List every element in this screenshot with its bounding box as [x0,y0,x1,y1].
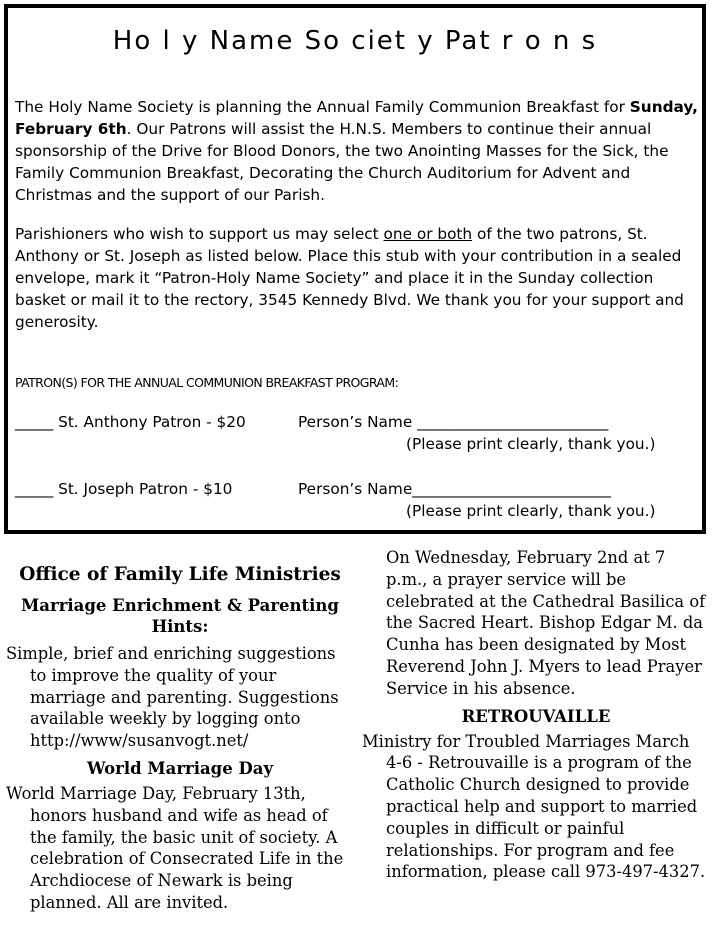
st-anthony-patron-option: _____ St. Anthony Patron - $20 [15,413,246,431]
support-emphasis: one or both [383,225,473,243]
retrouvaille-heading: RETROUVAILLE [461,706,611,726]
persons-name-line-1: Person’s Name _________________________ [298,413,609,431]
retrouvaille-body: Ministry for Troubled Marriages March 4-6 - Retrouvaille is a program of the Catholic Church designed to provide practical help and support to married couples in difficult or painful relationships. For program and fee information, please call 973-497-4327. [362,731,706,882]
marriage-hints-heading: Marriage Enrichment & Parenting Hints: [21,596,339,636]
intro-text-a: The Holy Name Society is planning the Annual Family Communion Breakfast for [15,98,625,116]
st-joseph-patron-option: _____ St. Joseph Patron - $10 [15,480,233,498]
world-marriage-day-body: World Marriage Day, February 13th, honors husband and wife as head of the family, the basic unit of society. A celebration of Consecrated Life in the Archdiocese of Newark is being planned. All are invited. [6,783,344,912]
patrons-box [4,4,706,534]
print-clearly-note-1: (Please print clearly, thank you.) [406,435,656,453]
support-paragraph [15,223,705,333]
family-life-column [6,563,354,914]
patron-program-heading: PATRON(S) FOR THE ANNUAL COMMUNION BREAKFAST PROGRAM: [15,375,399,390]
intro-paragraph [15,96,705,206]
prayer-service-body: On Wednesday, February 2nd at 7 p.m., a prayer service will be celebrated at the Cathedral Basilica of the Sacred Heart. Bishop Edgar M. da Cunha has been designated by Most Reverend John J. Myers to lead Prayer Service in his absence. [386,548,706,698]
family-life-heading: Office of Family Life Ministries [19,564,341,585]
print-clearly-note-2: (Please print clearly, thank you.) [406,502,656,520]
persons-name-line-2: Person’s Name__________________________ [298,480,612,498]
breakfast-date: Sunday, February 6th [15,98,698,138]
patrons-title: Ho l y Name So ciet y Pat r o n s [112,26,598,56]
support-text-a: Parishioners who wish to support us may select [15,225,384,243]
marriage-hints-body: Simple, brief and enriching suggestions to improve the quality of your marriage and parenting. Suggestions available weekly by logging onto http://www/susanvogt.net/ [6,644,339,751]
world-marriage-day-heading: World Marriage Day [86,758,274,778]
intro-text-b: . Our Patrons will assist the H.N.S. Members to continue their annual sponsorship of the Drive for Blood Donors, the two Anointing Masses for the Sick, the Family Communion Breakfast, Decorating the Church Auditorium for Advent and Christmas and the support of our Parish. [15,120,669,204]
support-text-b: of the two patrons, St. Anthony or St. Joseph as listed below. Place this stub with your contribution in a sealed envelope, mark it “Patron-Holy Name Society” and place it in the Sunday collection basket or mail it to the rectory, 3545 Kennedy Blvd. We thank you for your support and generosity. [15,225,684,331]
right-column [362,547,710,883]
